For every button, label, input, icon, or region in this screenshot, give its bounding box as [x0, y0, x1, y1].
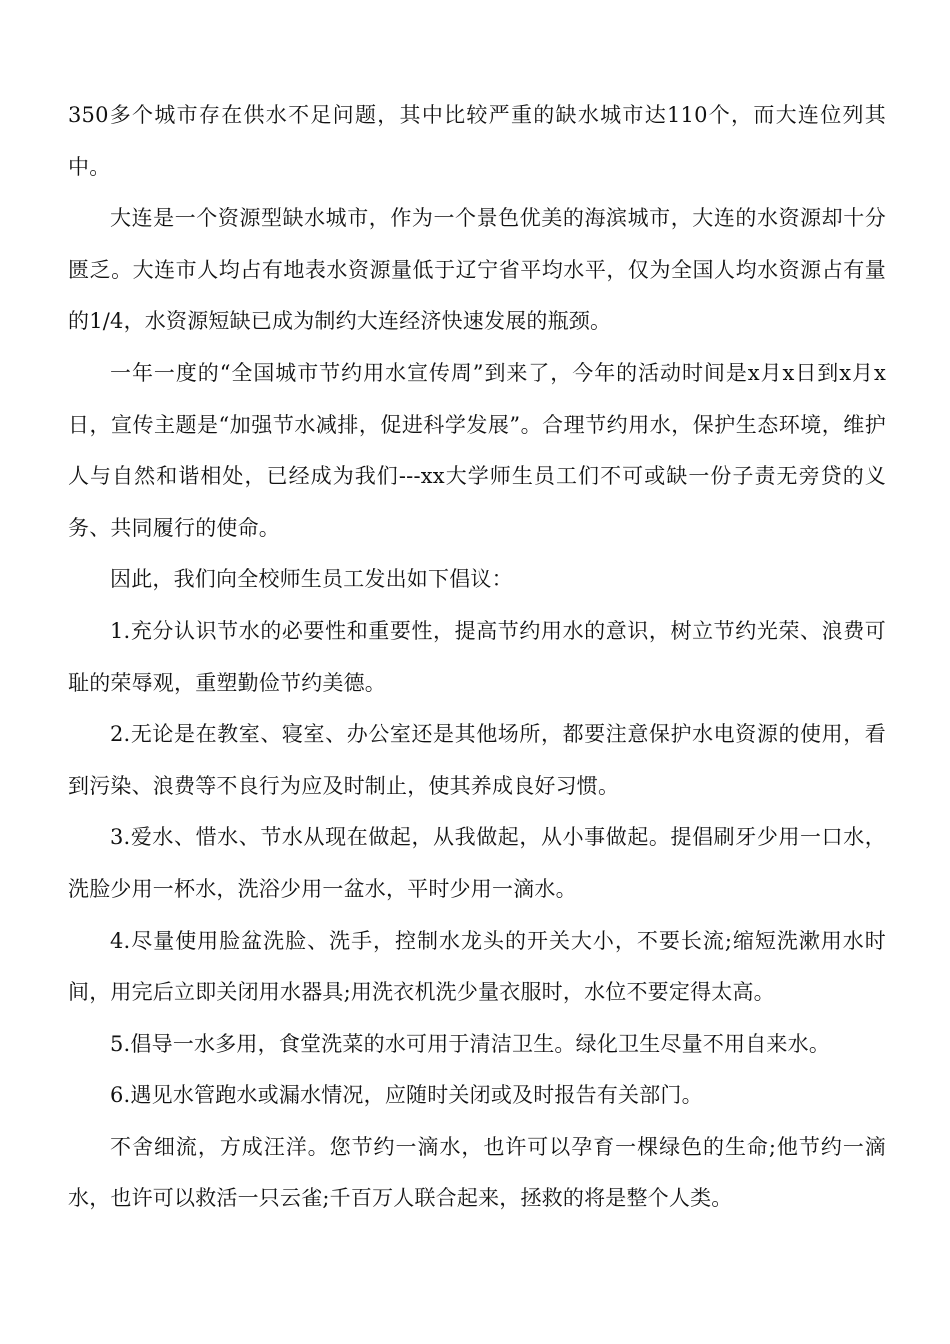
proposal-item-2: 2.无论是在教室、寝室、办公室还是其他场所，都要注意保护水电资源的使用，看到污染、浪费等不良行为应及时制止，使其养成良好习惯。 — [68, 722, 886, 798]
document-page — [68, 90, 886, 1225]
proposal-item-1: 1.充分认识节水的必要性和重要性，提高节约用水的意识，树立节约光荣、浪费可耻的荣辱观，重塑勤俭节约美德。 — [68, 618, 886, 695]
paragraph-water-saving-week: 一年一度的“全国城市节约用水宣传周”到来了，今年的活动时间是x月x日到x月x日，宣传主题是“加强节水减排，促进科学发展”。合理节约用水，保护生态环境，维护人与自然和谐相处，已经成为我们---xx大学师生员工们不可或缺一份子责无旁贷的义务、共同履行的使命。 — [68, 360, 886, 540]
proposal-item-3: 3.爱水、惜水、节水从现在做起，从我做起，从小事做起。提倡刷牙少用一口水，洗脸少用一杯水，洗浴少用一盆水，平时少用一滴水。 — [68, 825, 886, 901]
proposal-item-4: 4.尽量使用脸盆洗脸、洗手，控制水龙头的开关大小，不要长流;缩短洗漱用水时间，用完后立即关闭用水器具;用洗衣机洗少量衣服时，水位不要定得太高。 — [68, 928, 886, 1005]
paragraph-closing: 不舍细流，方成汪洋。您节约一滴水，也许可以孕育一棵绿色的生命;他节约一滴水，也许可以救活一只云雀;千百万人联合起来，拯救的将是整个人类。 — [68, 1134, 886, 1211]
proposal-item-5: 5.倡导一水多用，食堂洗菜的水可用于清洁卫生。绿化卫生尽量不用自来水。 — [110, 1031, 831, 1056]
paragraph-continuation: 350多个城市存在供水不足问题，其中比较严重的缺水城市达110个，而大连位列其中。 — [68, 103, 886, 179]
paragraph-proposal-intro: 因此，我们向全校师生员工发出如下倡议： — [110, 567, 513, 592]
paragraph-dalian-water-shortage: 大连是一个资源型缺水城市，作为一个景色优美的海滨城市，大连的水资源却十分匮乏。大连市人均占有地表水资源量低于辽宁省平均水平，仅为全国人均水资源占有量的1/4，水资源短缺已成为制约大连经济快速发展的瓶颈。 — [68, 206, 886, 334]
proposal-item-6: 6.遇见水管跑水或漏水情况，应随时关闭或及时报告有关部门。 — [110, 1083, 703, 1108]
